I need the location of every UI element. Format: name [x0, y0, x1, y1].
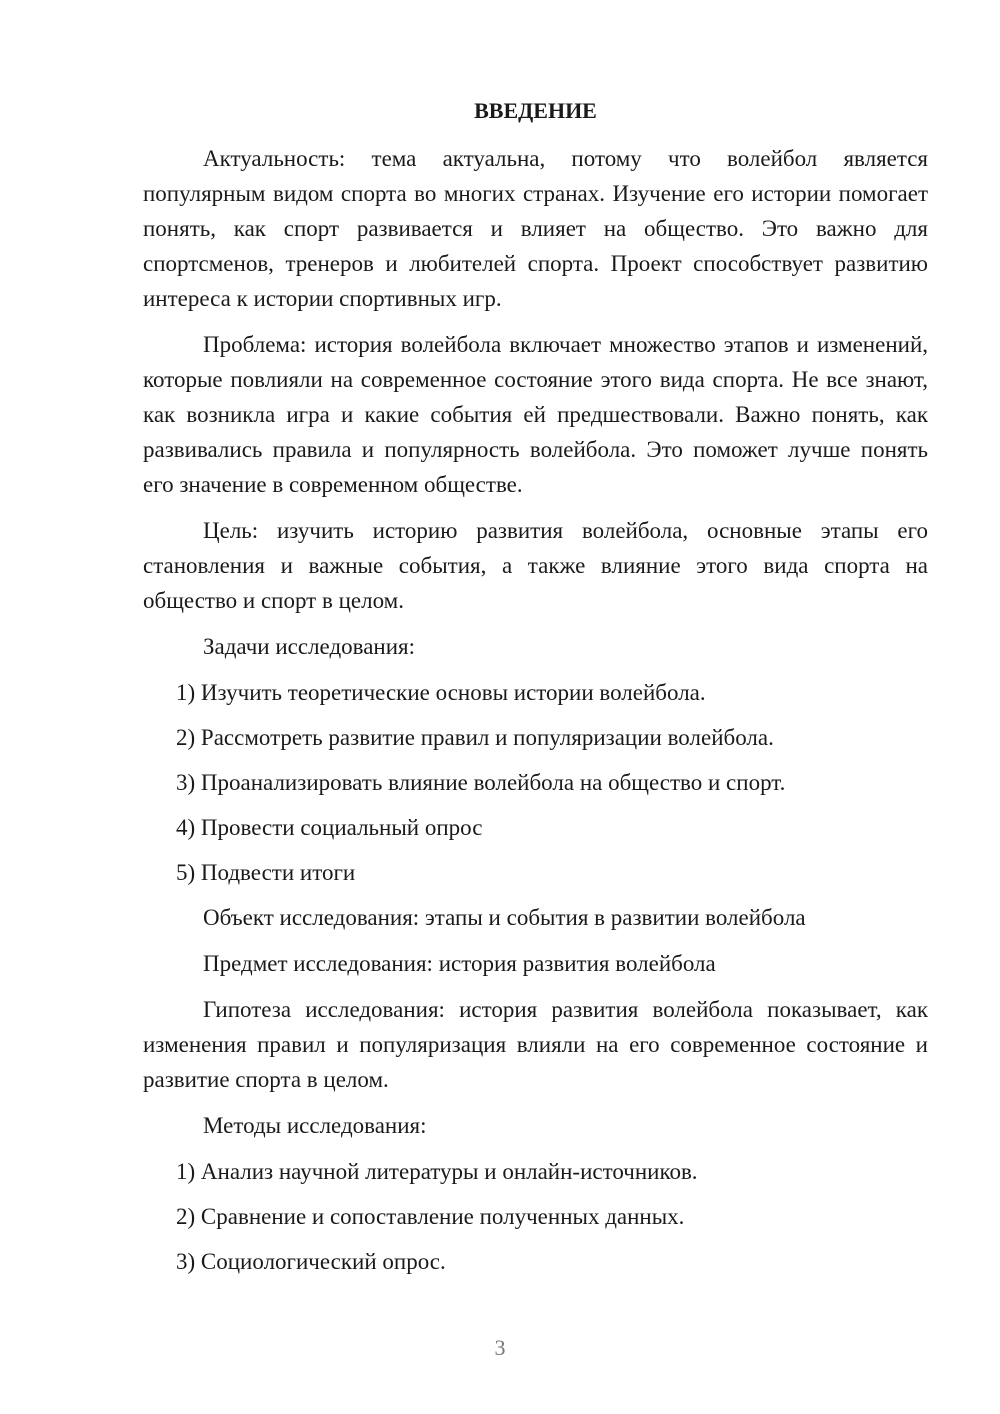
relevance-paragraph: Актуальность: тема актуальна, потому что волейбол является популярным видом спорта во многих странах. Изучение его истории помогает понять, как спорт развивается и влияет на общество. Это важно для спортсменов, тренеров и любителей спорта. Проект способствует развитию интереса к истории спортивных игр.	[143, 146, 928, 311]
goal-paragraph: Цель: изучить историю развития волейбола, основные этапы его становления и важные события, а также влияние этого вида спорта на общество и спорт в целом.	[143, 518, 928, 613]
task-item: 2) Рассмотреть развитие правил и популяризации волейбола.	[176, 725, 774, 750]
object-paragraph: Объект исследования: этапы и события в развитии волейбола	[203, 905, 806, 930]
methods-heading: Методы исследования:	[203, 1113, 427, 1138]
method-item: 1) Анализ научной литературы и онлайн-источников.	[176, 1159, 698, 1184]
method-item: 3) Социологический опрос.	[176, 1249, 446, 1274]
methods-list	[143, 1154, 928, 1279]
subject-paragraph: Предмет исследования: история развития волейбола	[203, 951, 716, 976]
task-item: 3) Проанализировать влияние волейбола на общество и спорт.	[176, 770, 786, 795]
page-title: ВВЕДЕНИЕ	[474, 98, 597, 123]
problem-paragraph: Проблема: история волейбола включает множество этапов и изменений, которые повлияли на современное состояние этого вида спорта. Не все знают, как возникла игра и какие события ей предшествовали. Важно понять, как развивались правила и популярность волейбола. Это поможет лучше понять его значение в современном обществе.	[143, 332, 928, 497]
task-item: 4) Провести социальный опрос	[176, 815, 483, 840]
task-item: 5) Подвести итоги	[176, 860, 356, 885]
tasks-heading: Задачи исследования:	[203, 634, 416, 659]
task-item: 1) Изучить теоретические основы истории волейбола.	[176, 680, 706, 705]
tasks-list	[143, 675, 928, 890]
page-content	[143, 93, 928, 1289]
page-number: 3	[494, 1335, 506, 1360]
hypothesis-paragraph: Гипотеза исследования: история развития волейбола показывает, как изменения правил и популяризация влияли на его современное состояние и развитие спорта в целом.	[143, 997, 928, 1092]
method-item: 2) Сравнение и сопоставление полученных данных.	[176, 1204, 685, 1229]
